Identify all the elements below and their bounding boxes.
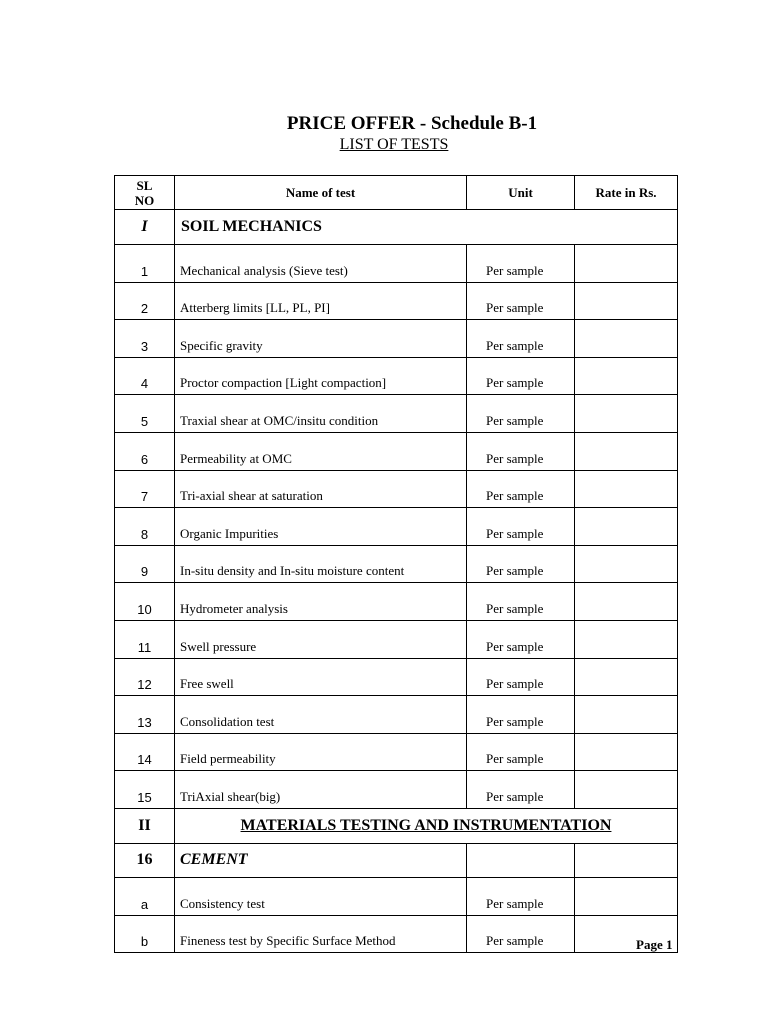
- rate-cell: [575, 432, 678, 470]
- unit-cell: Per sample: [467, 545, 575, 583]
- test-name: In-situ density and In-situ moisture content: [175, 545, 467, 583]
- table-row: [115, 320, 678, 358]
- section-number: I: [115, 210, 175, 245]
- row-number: 2: [115, 282, 175, 320]
- rate-cell: [575, 508, 678, 546]
- unit-cell: Per sample: [467, 245, 575, 283]
- rate-cell: [575, 282, 678, 320]
- rate-cell: [575, 320, 678, 358]
- table-row: [115, 583, 678, 621]
- unit-cell: Per sample: [467, 771, 575, 809]
- page-subtitle: LIST OF TESTS: [339, 136, 449, 153]
- row-number: 9: [115, 545, 175, 583]
- unit-cell: Per sample: [467, 696, 575, 734]
- row-number: 4: [115, 357, 175, 395]
- table-row: [115, 245, 678, 283]
- unit-cell: Per sample: [467, 620, 575, 658]
- test-name: Organic Impurities: [175, 508, 467, 546]
- row-number: 1: [115, 245, 175, 283]
- table-row: [115, 432, 678, 470]
- rate-cell: [575, 395, 678, 433]
- table-row: [115, 357, 678, 395]
- table-row: [115, 696, 678, 734]
- rate-cell: [575, 658, 678, 696]
- row-number: 12: [115, 658, 175, 696]
- table-row: [115, 915, 678, 953]
- subsection-rate-cell: [575, 843, 678, 877]
- page-number: Page 1: [636, 937, 673, 952]
- table-row: [115, 395, 678, 433]
- test-name: Proctor compaction [Light compaction]: [175, 357, 467, 395]
- row-number: 11: [115, 620, 175, 658]
- row-number: 13: [115, 696, 175, 734]
- row-number: 8: [115, 508, 175, 546]
- test-name: Atterberg limits [LL, PL, PI]: [175, 282, 467, 320]
- rate-cell: [575, 470, 678, 508]
- table-row: [115, 877, 678, 915]
- rate-cell: [575, 545, 678, 583]
- unit-cell: Per sample: [467, 658, 575, 696]
- table-row: [115, 470, 678, 508]
- unit-cell: Per sample: [467, 282, 575, 320]
- row-number: 10: [115, 583, 175, 621]
- row-number: 3: [115, 320, 175, 358]
- test-name: Mechanical analysis (Sieve test): [175, 245, 467, 283]
- rate-cell: [575, 733, 678, 771]
- unit-cell: Per sample: [467, 877, 575, 915]
- column-header-name: Name of test: [175, 176, 467, 210]
- test-name: Traxial shear at OMC/insitu condition: [175, 395, 467, 433]
- subsection-number: 16: [115, 843, 175, 877]
- subsection-title: CEMENT: [175, 843, 467, 877]
- row-number: 7: [115, 470, 175, 508]
- rate-cell: [575, 771, 678, 809]
- rate-cell: [575, 620, 678, 658]
- unit-cell: Per sample: [467, 470, 575, 508]
- tests-table: [114, 175, 678, 953]
- subsection-unit-cell: [467, 843, 575, 877]
- column-header-rate: Rate in Rs.: [575, 176, 678, 210]
- page-title: PRICE OFFER - Schedule B-1: [286, 113, 538, 134]
- test-name: Fineness test by Specific Surface Method: [175, 915, 467, 953]
- row-number: b: [115, 915, 175, 953]
- rate-cell: [575, 696, 678, 734]
- section-title: MATERIALS TESTING AND INSTRUMENTATION: [175, 808, 678, 843]
- row-number: 6: [115, 432, 175, 470]
- test-name: Field permeability: [175, 733, 467, 771]
- test-name: Consistency test: [175, 877, 467, 915]
- unit-cell: Per sample: [467, 395, 575, 433]
- unit-cell: Per sample: [467, 357, 575, 395]
- test-name: Permeability at OMC: [175, 432, 467, 470]
- table-row: [115, 771, 678, 809]
- section-row-materials-testing: [115, 808, 678, 843]
- test-name: Specific gravity: [175, 320, 467, 358]
- section-row-soil-mechanics: [115, 210, 678, 245]
- unit-cell: Per sample: [467, 320, 575, 358]
- unit-cell: Per sample: [467, 733, 575, 771]
- test-name: Swell pressure: [175, 620, 467, 658]
- unit-cell: Per sample: [467, 583, 575, 621]
- rate-cell: [575, 245, 678, 283]
- table-row: [115, 620, 678, 658]
- row-number: 5: [115, 395, 175, 433]
- table-row: [115, 508, 678, 546]
- subsection-row-cement: [115, 843, 678, 877]
- table-header-row: [115, 176, 678, 210]
- rate-cell: [575, 877, 678, 915]
- row-number: 15: [115, 771, 175, 809]
- unit-cell: Per sample: [467, 915, 575, 953]
- test-name: Tri-axial shear at saturation: [175, 470, 467, 508]
- test-name: Hydrometer analysis: [175, 583, 467, 621]
- rate-cell: [575, 357, 678, 395]
- row-number: a: [115, 877, 175, 915]
- table-row: [115, 733, 678, 771]
- column-header-unit: Unit: [467, 176, 575, 210]
- row-number: 14: [115, 733, 175, 771]
- table-row: [115, 658, 678, 696]
- test-name: Free swell: [175, 658, 467, 696]
- table-row: [115, 282, 678, 320]
- test-name: Consolidation test: [175, 696, 467, 734]
- table-row: [115, 545, 678, 583]
- column-header-sl-no: SL NO: [115, 176, 175, 210]
- test-name: TriAxial shear(big): [175, 771, 467, 809]
- unit-cell: Per sample: [467, 508, 575, 546]
- unit-cell: Per sample: [467, 432, 575, 470]
- section-title: SOIL MECHANICS: [175, 210, 678, 245]
- section-number: II: [115, 808, 175, 843]
- rate-cell: [575, 583, 678, 621]
